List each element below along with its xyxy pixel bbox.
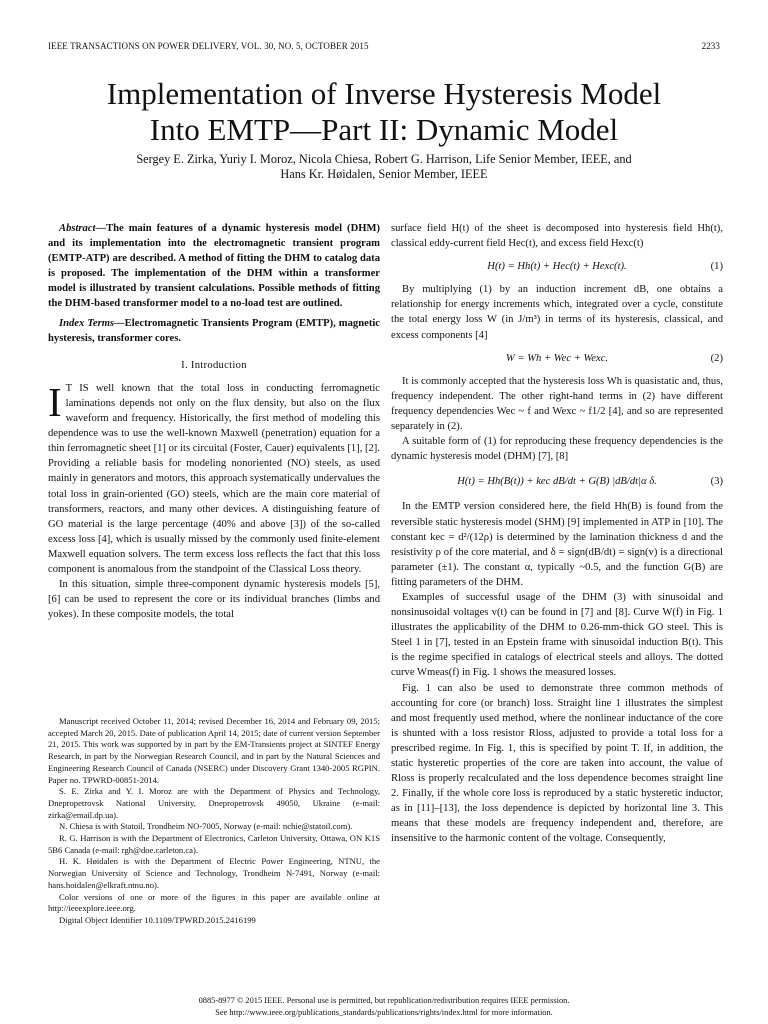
- body-paragraph-7: Fig. 1 can also be used to demonstrate three common methods of accounting for core (or branch) loss. Straight line 1 illustrates the simplest and most frequently used method, where the nonlinear inductance of the core is shunted with a loss resistor Rloss, adjusted to provide a total loss for a prescribed regime. In Fig. 1, this is specified by point T. If, in addition, the static hysteretic properties of the core are taken into account, the value of Rloss is properly recalculated and the loss dependence becomes straight line 2. Finally, if the whole core loss is reproduced by a static hysteretic inductor, as in [11]–[13], the loss dependence is depicted by horizontal line 3. This means that these models are frequency independent and, therefore, are insensitive to the harmonic content of the voltage. Consequently,: [391, 682, 723, 845]
- footnotes: [48, 716, 380, 927]
- equation-1-number: (1): [710, 261, 723, 273]
- title-line-2: Into EMTP—Part II: Dynamic Model: [149, 112, 619, 147]
- equation-3-number: (3): [710, 476, 723, 488]
- footnote-harrison: R. G. Harrison is with the Department of Electronics, Carleton University, Ottawa, ON K1S 5B6 Canada (e-mail: rgh@doe.carleton.ca).: [48, 833, 380, 855]
- body-paragraph-6: Examples of successful usage of the DHM (3) with sinusoidal and nonsinusoidal voltages v(t) can be found in [7] and [8]. Curve W(f) in Fig. 1 illustrates the applicability of the DHM to 0.26-mm-thick GO steel. This is Steel 1 in [7], tested in an Epstein frame with sinusoidal induction B(t). This is the regime specified in catalogs of electrical steels and alloys. The dotted curve Wmeas(f) in Fig. 1 shows the measured losses.: [391, 591, 723, 679]
- body-paragraph-3: It is commonly accepted that the hysteresis loss Wh is quasistatic and, thus, frequency independent. The other right-hand terms in (2) have different frequency dependencies Wec ~ f and Wexc ~ f1/2 [4], and so are represented separately in (2).: [391, 375, 723, 433]
- drop-cap: I: [48, 378, 62, 425]
- right-column: [391, 221, 723, 847]
- intro-paragraph-1-text: T IS well known that the total loss in conducting ferromagnetic laminations depends not only on the flux density, but also on the flux waveform and frequency. Historically, the first method of modeling this dependence was to use the well-known Maxwell (penetration) equation for a thin ferromagnetic sheet [1] or its circuital (Foster, Cauer) equivalents [1], [2]. Providing a reliable basis for modeling nonoriented (NO) steels, as used mainly in generators and motors, this approach systematically undervalues the total loss in grain-oriented (GO) steels, which are the main core material of transformers, reactors, and many other devices. A distinguishing feature of GO material is the large percentage (40% and above [3]) of the so-called excess loss [4], which is usually missed by the commonly used finite-element Maxwell equation solvers. The term excess loss reflects the fact that this loss component is anomalous from the standpoint of the Classical Loss theory.: [48, 382, 380, 575]
- equation-2-body: W = Wh + Wec + Wexc.: [505, 352, 609, 364]
- journal-header: IEEE TRANSACTIONS ON POWER DELIVERY, VOL. 30, NO. 5, OCTOBER 2015: [48, 41, 369, 51]
- authors-line-1: Sergey E. Zirka, Yuriy I. Moroz, Nicola Chiesa, Robert G. Harrison, Life Senior Member, IEEE, and: [136, 152, 632, 166]
- title-line-1: Implementation of Inverse Hysteresis Model: [106, 76, 662, 111]
- page-number: 2233: [701, 41, 720, 51]
- footnote-doi: Digital Object Identifier 10.1109/TPWRD.2015.2416199: [59, 914, 256, 925]
- left-column: [48, 221, 380, 622]
- abstract: [48, 221, 380, 312]
- body-paragraph-5: In the EMTP version considered here, the field Hh(B) is found from the reversible static hysteresis model (SHM) [9] implemented in ATP in [10]. The constant kec = d²/(12ρ) is determined by the lamination thickness d and the resistivity ρ of the core material, and δ = sign(dB/dt) = sign(v) is a directional parameter (±1). The constant α, typically ~0.5, and the function G(B) are fitting parameters of the DHM.: [391, 501, 723, 588]
- intro-paragraph-2: In this situation, simple three-component dynamic hysteresis models [5], [6] can be used to represent the core or its individual branches (limbs and yokes). In these composite models, the total: [48, 579, 380, 621]
- equation-2: [391, 351, 723, 366]
- equation-1: [391, 259, 723, 274]
- copyright-line-2: See http://www.ieee.org/publications_standards/publications/rights/index.html for more information.: [215, 1007, 553, 1017]
- authors-line-2: Hans Kr. Høidalen, Senior Member, IEEE: [280, 167, 488, 181]
- index-terms-label: Index Terms—: [59, 317, 125, 329]
- index-terms-text: Electromagnetic Transients Program (EMTP), magnetic hysteresis, transformer cores.: [48, 317, 380, 344]
- equation-2-number: (2): [710, 352, 723, 364]
- body-paragraph-1: surface field H(t) of the sheet is decomposed into hysteresis field Hh(t), classical eddy-current field Hec(t), and excess field Hexc(t): [391, 223, 723, 250]
- copyright-notice: [0, 995, 768, 1019]
- body-paragraph-2: By multiplying (1) by an induction increment dB, one obtains a relationship for energy increments which, integrated over a cycle, constitute the total energy loss W (in J/m³) in terms of its hysteresis, classical, and excess components [4]: [391, 284, 723, 341]
- copyright-line-1: 0885-8977 © 2015 IEEE. Personal use is permitted, but republication/redistribution requires IEEE permission.: [198, 996, 570, 1005]
- equation-1-body: H(t) = Hh(t) + Hec(t) + Hexc(t).: [487, 261, 627, 273]
- footnote-zirka-moroz: S. E. Zirka and Y. I. Moroz are with the Department of Physics and Technology, Dnepropetrovsk National University, Dnepropetrovsk 49050, Ukraine (e-mail: zirka@email.dp.ua).: [48, 786, 380, 820]
- footnote-hoidalen: H. K. Høidalen is with the Department of Electric Power Engineering, NTNU, the Norwegian University of Science and Technology, Trondheim N-7491, Norway (e-mail: hans.hoidalen@elkraft.ntnu.no).: [48, 856, 380, 890]
- abstract-text: The main features of a dynamic hysteresis model (DHM) and its implementation into the electromagnetic transient program (EMTP-ATP) are described. A method of fitting the DHM to catalog data is proposed. The implementation of the DHM within a transformer model is illustrated by transient calculations. Possible methods of fitting the DHM-based transformer model to a no-load test are outlined.: [48, 223, 380, 310]
- footnote-color: Color versions of one or more of the figures in this paper are available online at http://ieeexplore.ieee.org.: [48, 891, 380, 914]
- paper-title: [0, 76, 768, 148]
- equation-3: [391, 474, 723, 489]
- footnote-chiesa: N. Chiesa is with Statoil, Trondheim NO-7005, Norway (e-mail: nchie@statoil.com).: [59, 821, 353, 832]
- index-terms: [48, 316, 380, 346]
- section-heading: I. Introduction: [181, 359, 247, 371]
- abstract-label: Abstract—: [59, 223, 107, 234]
- footnote-manuscript: Manuscript received October 11, 2014; revised December 16, 2014 and February 09, 2015; accepted March 20, 2015. Date of publication April 14, 2015; date of current version September 21, 2015. This work was supported by in part by the EM-Transients project at SINTEF Energy Research, in part by the Norwegian Research Council, and in part by the Natural Sciences and Engineering Research Council of Canada (NSERC) under Discovery Grant 1340-2005 RGPIN. Paper no. TPWRD-00851-2014.: [48, 716, 380, 785]
- author-list: [0, 152, 768, 182]
- body-paragraph-4: A suitable form of (1) for reproducing these frequency dependencies is the dynamic hysteresis model (DHM) [7], [8]: [391, 436, 723, 463]
- equation-3-body: H(t) = Hh(B(t)) + kec dB/dt + G(B) |dB/dt|α δ.: [457, 476, 657, 488]
- intro-paragraph-1: [48, 378, 380, 577]
